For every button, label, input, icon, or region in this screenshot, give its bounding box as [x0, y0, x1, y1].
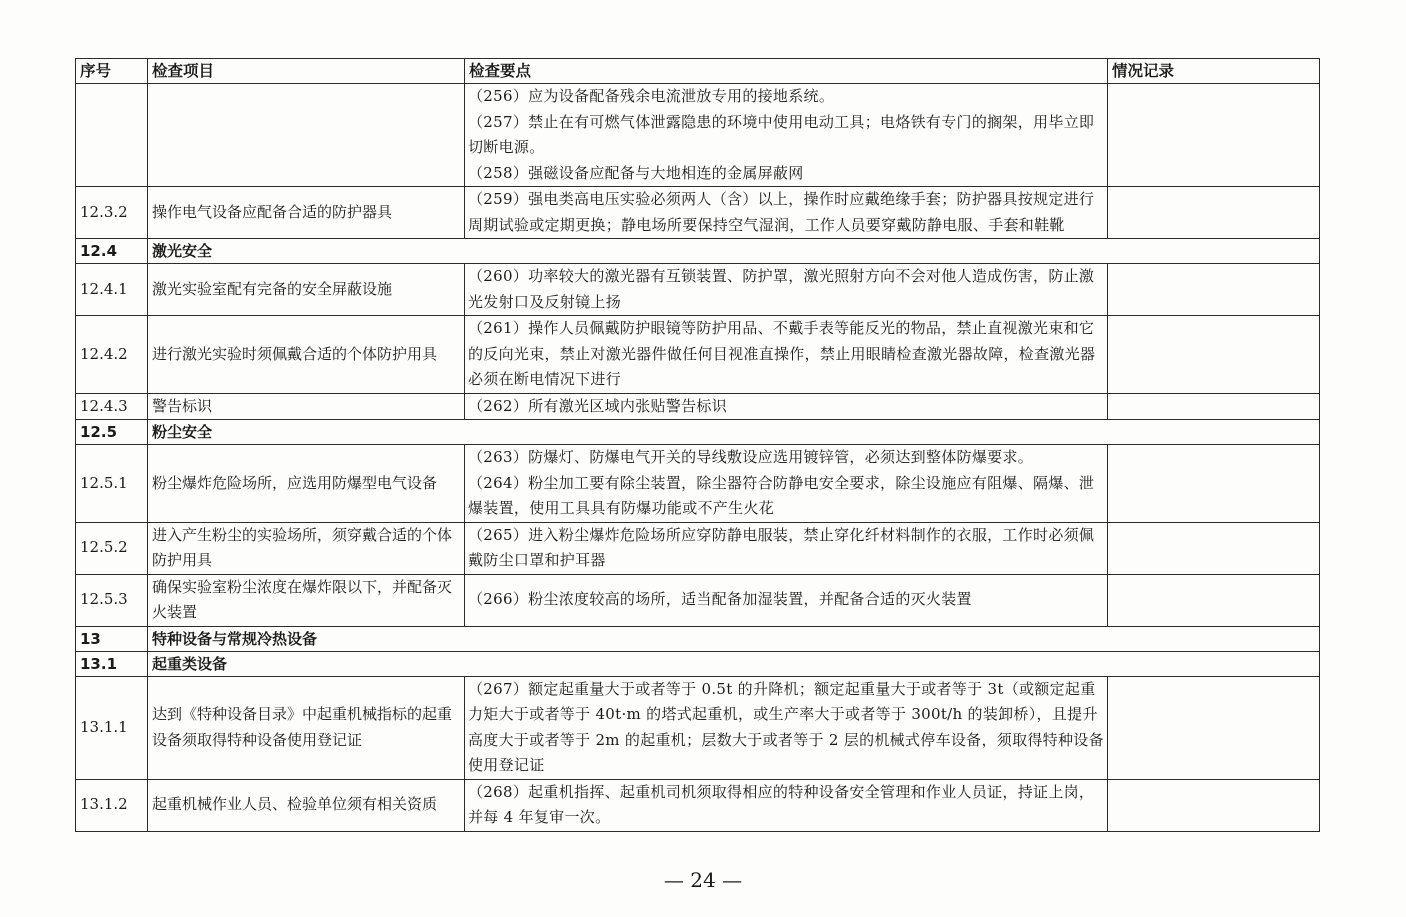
section-row	[76, 651, 1320, 676]
section-number: 12.5	[76, 420, 148, 445]
section-row	[76, 626, 1320, 651]
table-row	[76, 445, 1320, 523]
item-number: 12.5.3	[76, 574, 148, 626]
record-cell[interactable]	[1108, 316, 1320, 394]
check-points	[465, 779, 1108, 831]
check-point: （263）防爆灯、防爆电气开关的导线敷设应选用镀锌管，必须达到整体防爆要求。	[468, 448, 1034, 466]
record-cell[interactable]	[1108, 264, 1320, 316]
check-point: （265）进入粉尘爆炸危险场所应穿防静电服装，禁止穿化纤材料制作的衣服，工作时必须佩戴防尘口罩和护耳器	[468, 525, 1095, 569]
table-row	[76, 522, 1320, 574]
table-body	[76, 84, 1320, 832]
item-number: 13.1.2	[76, 779, 148, 831]
check-point: （267）额定起重量大于或者等于 0.5t 的升降机；额定起重量大于或者等于 3t（或额定起重力矩大于或者等于 40t·m 的塔式起重机，或生产率大于或者等于 300t/h 的装卸桥），且提升高度大于或者等于 2m 的起重机；层数大于或者等于 2 层的机械式停车设备，须取得特种设备使用登记证	[468, 679, 1104, 774]
inspection-table	[75, 58, 1320, 832]
check-item: 操作电气设备应配备合适的防护器具	[148, 187, 465, 239]
check-point: （266）粉尘浓度较高的场所，适当配备加湿装置，并配备合适的灭火装置	[468, 590, 972, 609]
check-point: （256）应为设备配备残余电流泄放专用的接地系统。	[468, 87, 835, 105]
table-row	[76, 187, 1320, 239]
check-point: （259）强电类高电压实验必须两人（含）以上，操作时应戴绝缘手套；防护器具按规定进行周期试验或定期更换；静电场所要保持空气湿润，工作人员要穿戴防静电服、手套和鞋靴	[468, 190, 1095, 234]
check-item: 进入产生粉尘的实验场所，须穿戴合适的个体防护用具	[148, 522, 465, 574]
check-item: 确保实验室粉尘浓度在爆炸限以下，并配备灭火装置	[148, 574, 465, 626]
table-row	[76, 574, 1320, 626]
section-title: 粉尘安全	[148, 420, 1320, 445]
item-number: 12.4.1	[76, 264, 148, 316]
check-point: （257）禁止在有可燃气体泄露隐患的环境中使用电动工具；电烙铁有专门的搁架，用毕立即切断电源。	[468, 112, 1095, 156]
record-cell[interactable]	[1108, 187, 1320, 239]
check-item: 激光实验室配有完备的安全屏蔽设施	[148, 264, 465, 316]
check-item: 起重机械作业人员、检验单位须有相关资质	[148, 779, 465, 831]
check-item: 警告标识	[148, 393, 465, 420]
table-row	[76, 84, 1320, 187]
check-point: （268）起重机指挥、起重机司机须取得相应的特种设备安全管理和作业人员证，持证上岗，并每 4 年复审一次。	[468, 782, 1095, 826]
item-number	[76, 84, 148, 187]
record-cell[interactable]	[1108, 779, 1320, 831]
section-row	[76, 420, 1320, 445]
record-cell[interactable]	[1108, 522, 1320, 574]
item-number: 12.4.2	[76, 316, 148, 394]
check-point: （258）强磁设备应配备与大地相连的金属屏蔽网	[468, 163, 804, 182]
check-points	[465, 393, 1108, 420]
section-title: 特种设备与常规冷热设备	[148, 626, 1320, 651]
table-row	[76, 264, 1320, 316]
header-record: 情况记录	[1108, 59, 1320, 84]
table-row	[76, 393, 1320, 420]
item-number: 12.4.3	[76, 393, 148, 420]
section-row	[76, 239, 1320, 264]
record-cell[interactable]	[1108, 676, 1320, 779]
section-title: 起重类设备	[148, 651, 1320, 676]
check-points	[465, 187, 1108, 239]
check-points	[465, 574, 1108, 626]
check-points	[465, 445, 1108, 523]
item-number: 12.5.2	[76, 522, 148, 574]
header-item: 检查项目	[148, 59, 465, 84]
section-number: 13.1	[76, 651, 148, 676]
table-row	[76, 316, 1320, 394]
header-points: 检查要点	[465, 59, 1108, 84]
header-no: 序号	[76, 59, 148, 84]
record-cell[interactable]	[1108, 84, 1320, 187]
record-cell[interactable]	[1108, 445, 1320, 523]
table-header-row	[76, 59, 1320, 84]
check-points	[465, 676, 1108, 779]
check-item: 粉尘爆炸危险场所，应选用防爆型电气设备	[148, 445, 465, 523]
page-number: — 24 —	[663, 868, 743, 892]
check-points	[465, 522, 1108, 574]
check-point: （260）功率较大的激光器有互锁装置、防护罩，激光照射方向不会对他人造成伤害，防止激光发射口及反射镜上扬	[468, 267, 1095, 311]
record-cell[interactable]	[1108, 574, 1320, 626]
item-number: 13.1.1	[76, 676, 148, 779]
table-row	[76, 676, 1320, 779]
check-item: 达到《特种设备目录》中起重机械指标的起重设备须取得特种设备使用登记证	[148, 676, 465, 779]
table-row	[76, 779, 1320, 831]
check-points	[465, 84, 1108, 187]
check-item	[148, 84, 465, 187]
check-point: （261）操作人员佩戴防护眼镜等防护用品、不戴手表等能反光的物品，禁止直视激光束和它的反向光束，禁止对激光器件做任何目视准直操作，禁止用眼睛检查激光器故障，检查激光器必须在断电情况下进行	[468, 319, 1096, 388]
check-item: 进行激光实验时须佩戴合适的个体防护用具	[148, 316, 465, 394]
check-point: （264）粉尘加工要有除尘装置，除尘器符合防静电安全要求，除尘设施应有阻爆、隔爆、泄爆装置，使用工具具有防爆功能或不产生火花	[468, 473, 1095, 517]
check-points	[465, 316, 1108, 394]
section-number: 13	[76, 626, 148, 651]
item-number: 12.5.1	[76, 445, 148, 523]
check-points	[465, 264, 1108, 316]
item-number: 12.3.2	[76, 187, 148, 239]
record-cell[interactable]	[1108, 393, 1320, 420]
section-number: 12.4	[76, 239, 148, 264]
check-point: （262）所有激光区域内张贴警告标识	[468, 396, 728, 415]
section-title: 激光安全	[148, 239, 1320, 264]
